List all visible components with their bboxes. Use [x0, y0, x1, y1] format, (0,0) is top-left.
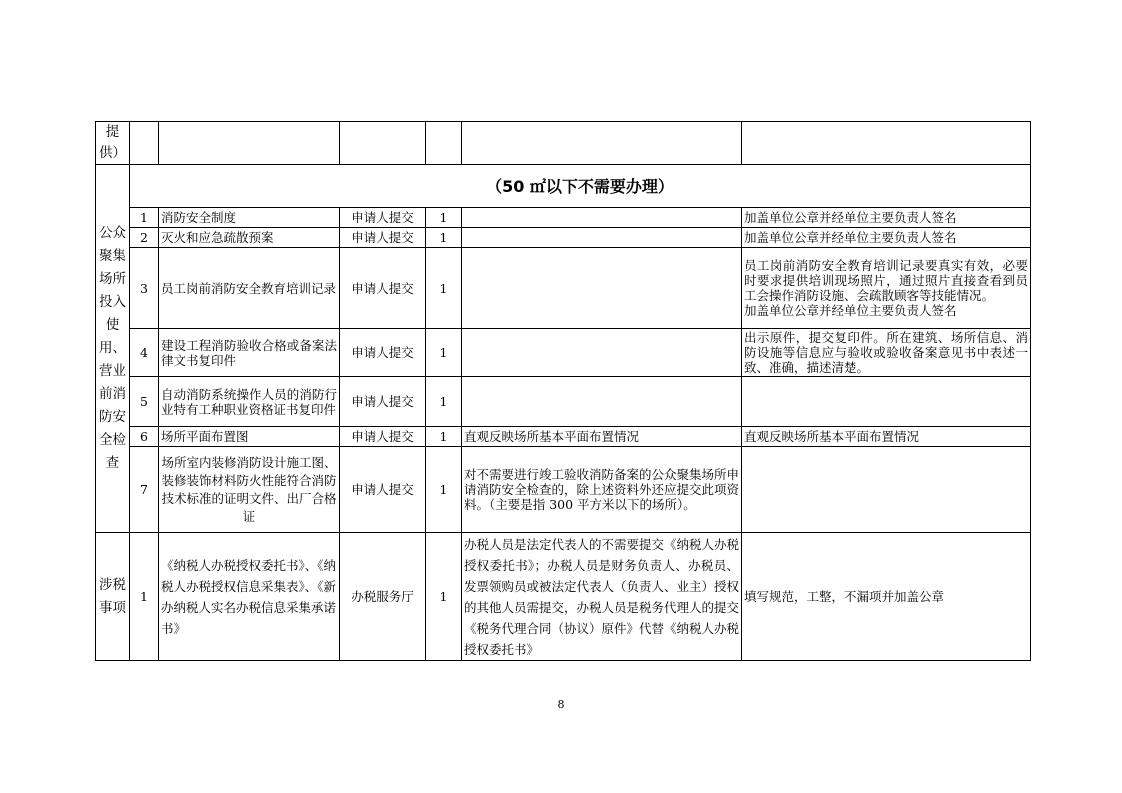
copy-count: 1 [426, 248, 462, 329]
banner-row [96, 165, 1031, 208]
table-row [96, 447, 1031, 533]
material-description: 直观反映场所基本平面布置情况 [462, 427, 742, 447]
material-description [462, 329, 742, 377]
material-requirement: 直观反映场所基本平面布置情况 [742, 427, 1031, 447]
material-name: 建设工程消防验收合格或备案法律文书复印件 [159, 329, 340, 377]
submit-method: 申请人提交 [340, 447, 426, 533]
submit-method: 申请人提交 [340, 377, 426, 427]
material-requirement: 填写规范，工整，不漏项并加盖公章 [742, 533, 1031, 661]
material-description [462, 248, 742, 329]
table-row [96, 377, 1031, 427]
material-requirement: 加盖单位公章并经单位主要负责人签名 [742, 208, 1031, 228]
material-name: 场所平面布置图 [159, 427, 340, 447]
copy-count: 1 [426, 533, 462, 661]
material-description: 对不需要进行竣工验收消防备案的公众聚集场所申请消防安全检查的，除上述资料外还应提交此项资料。（主要是指 300 平方米以下的场所）。 [462, 447, 742, 533]
material-requirement: 出示原件，提交复印件。所在建筑、场所信息、消防设施等信息应与验收或验收备案意见书中表述一致、准确，描述清楚。 [742, 329, 1031, 377]
material-requirement: 加盖单位公章并经单位主要负责人签名 [742, 228, 1031, 248]
empty-cell [159, 122, 340, 165]
submit-method: 申请人提交 [340, 427, 426, 447]
material-name: 场所室内装修消防设计施工图、装修装饰材料防火性能符合消防技术标准的证明文件、出厂合格证 [159, 447, 340, 533]
material-name: 自动消防系统操作人员的消防行业特有工种职业资格证书复印件 [159, 377, 340, 427]
material-requirement [742, 447, 1031, 533]
row-number: 1 [130, 533, 159, 661]
empty-cell [462, 122, 742, 165]
empty-cell [340, 122, 426, 165]
table-row [96, 122, 1031, 165]
material-name: 《纳税人办税授权委托书》、《纳税人办税授权信息采集表》、《新办纳税人实名办税信息采集承诺书》 [159, 533, 340, 661]
category-cell-tax: 涉税 事项 [96, 533, 130, 661]
empty-cell [130, 122, 159, 165]
copy-count: 1 [426, 447, 462, 533]
requirements-table [95, 121, 1031, 661]
row-number: 1 [130, 208, 159, 228]
submit-method: 申请人提交 [340, 248, 426, 329]
material-requirement: 员工岗前消防安全教育培训记录要真实有效，必要时要求提供培训现场照片，通过照片直接查看到员工会操作消防设施、会疏散顾客等技能情况。 加盖单位公章并经单位主要负责人签名 [742, 248, 1031, 329]
submit-method: 申请人提交 [340, 329, 426, 377]
material-description [462, 377, 742, 427]
row-number: 3 [130, 248, 159, 329]
material-name: 消防安全制度 [159, 208, 340, 228]
row-number: 6 [130, 427, 159, 447]
table-row [96, 329, 1031, 377]
page-number: 8 [557, 698, 565, 711]
category-cell-fire-inspection: 公众 聚集 场所 投入 使 用、 营业 前消 防安 全检 查 [96, 165, 130, 533]
material-requirement [742, 377, 1031, 427]
row-number: 2 [130, 228, 159, 248]
copy-count: 1 [426, 377, 462, 427]
material-description [462, 228, 742, 248]
material-description: 办税人员是法定代表人的不需要提交《纳税人办税授权委托书》；办税人员是财务负责人、办税员、发票领购员或被法定代表人（负责人、业主）授权的其他人员需提交，办税人员是税务代理人的提交《税务代理合同（协议）原件》代替《纳税人办税授权委托书》 [462, 533, 742, 661]
copy-count: 1 [426, 427, 462, 447]
table-row [96, 427, 1031, 447]
table-row [96, 228, 1031, 248]
section-banner: （50 ㎡以下不需要办理） [130, 165, 1031, 208]
category-cell: 提 供） [96, 122, 130, 165]
submit-method: 办税服务厅 [340, 533, 426, 661]
submit-method: 申请人提交 [340, 208, 426, 228]
material-name: 员工岗前消防安全教育培训记录 [159, 248, 340, 329]
submit-method: 申请人提交 [340, 228, 426, 248]
table-row [96, 208, 1031, 228]
copy-count: 1 [426, 208, 462, 228]
copy-count: 1 [426, 228, 462, 248]
copy-count: 1 [426, 329, 462, 377]
material-description [462, 208, 742, 228]
row-number: 7 [130, 447, 159, 533]
table-row [96, 248, 1031, 329]
empty-cell [426, 122, 462, 165]
table-row [96, 533, 1031, 661]
material-name: 灭火和应急疏散预案 [159, 228, 340, 248]
empty-cell [742, 122, 1031, 165]
row-number: 4 [130, 329, 159, 377]
row-number: 5 [130, 377, 159, 427]
